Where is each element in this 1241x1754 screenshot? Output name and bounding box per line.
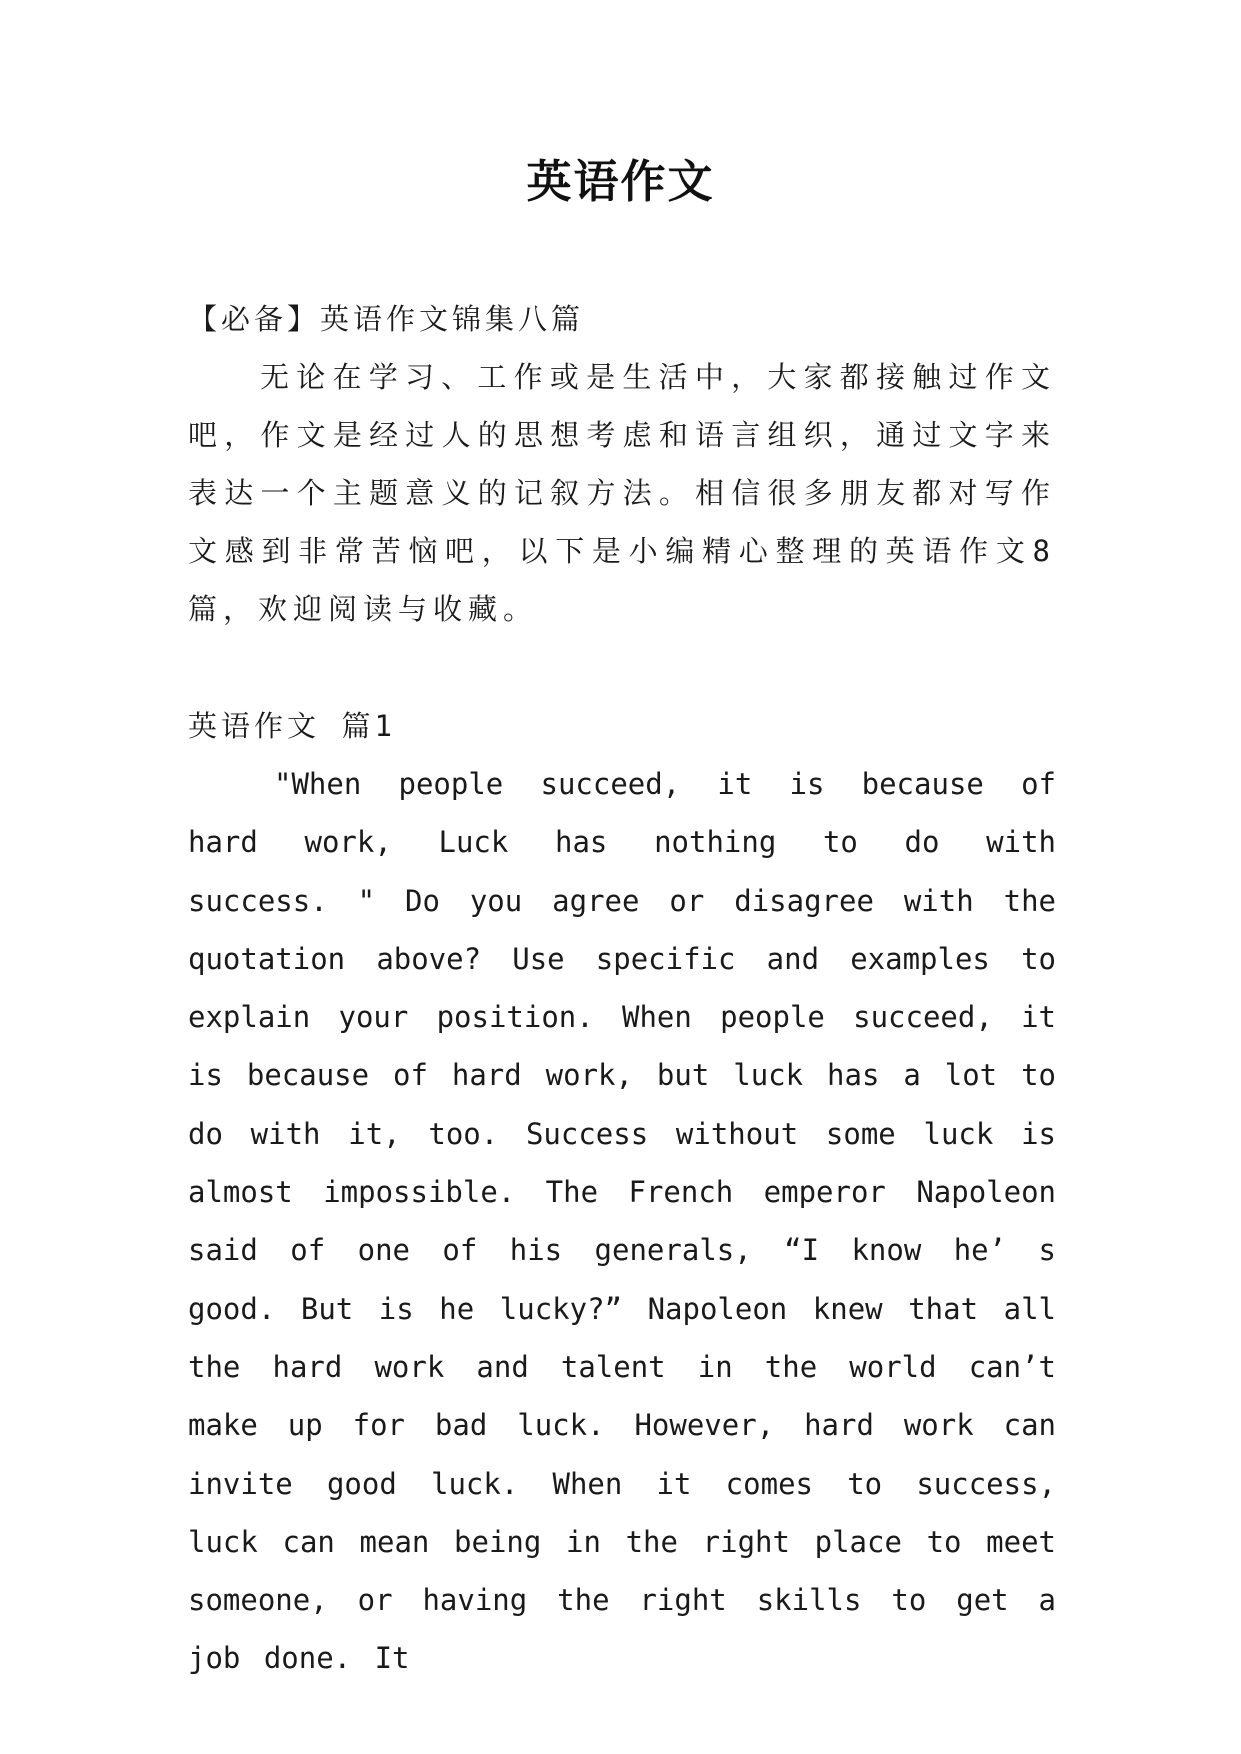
intro-paragraph: 无论在学习、工作或是生活中，大家都接触过作文吧，作文是经过人的思想考虑和语言组织，通过文字来表达一个主题意义的记叙方法。相信很多朋友都对写作文感到非常苦恼吧，以下是小编精心整理的英语作文8篇，欢迎阅读与收藏。 xyxy=(188,360,1056,626)
document-subtitle: 【必备】英语作文锦集八篇 xyxy=(188,302,585,336)
essay-paragraph: "When people succeed, it is because of hard work, Luck has nothing to do with success. " Do you agree or disagree with the quotation above? Use specific and examples to explain your position. When people succeed, it is because of hard work, but luck has a lot to do with it, too. Success without some luck is almost impossible. The French emperor Napoleon said of one of his generals, “I know he’ s good. But is he lucky?” Napoleon knew that all the hard work and talent in the world can’t make up for bad luck. However, hard work can invite good luck. When it comes to success, luck can mean being in the right place to meet someone, or having the right skills to get a job done. It xyxy=(188,767,1056,1676)
section-heading: 英语作文 篇1 xyxy=(188,709,396,743)
document-title: 英语作文 xyxy=(526,155,715,208)
